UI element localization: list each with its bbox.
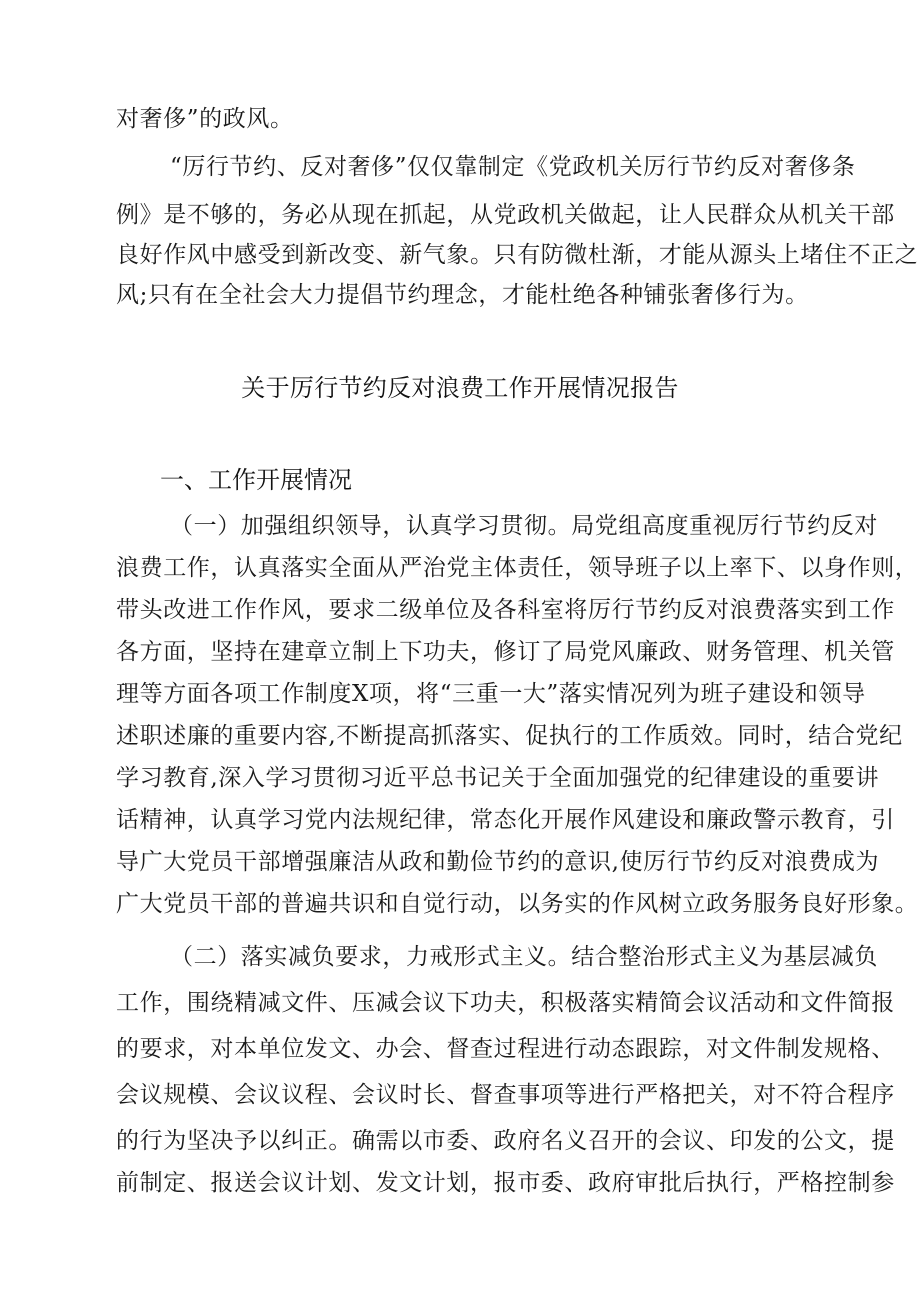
text-line: 各方面，坚持在建章立制上下功夫，修订了局党风廉政、财务管理、机关管 [116, 639, 895, 665]
text-line: 会议规模、会议议程、会议时长、督查事项等进行严格把关，对不符合程序 [116, 1082, 895, 1108]
text-line: （一）加强组织领导，认真学习贯彻。局党组高度重视厉行节约反对 [170, 513, 878, 539]
text-line: 工作，围绕精减文件、压减会议下功夫，积极落实精简会议活动和文件简报 [116, 990, 895, 1016]
text-line: 带头改进工作作风，要求二级单位及各科室将厉行节约反对浪费落实到工作 [116, 597, 895, 623]
text-line: 风;只有在全社会大力提倡节约理念，才能杜绝各种铺张奢侈行为。 [116, 282, 809, 308]
text-line: “厉行节约、反对奢侈”仅仅靠制定《党政机关厉行节约反对奢侈条 [170, 154, 856, 180]
text-line: 对奢侈”的政风。 [116, 106, 294, 132]
text-line: 理等方面各项工作制度X项，将“三重一大”落实情况列为班子建设和领导 [116, 681, 866, 707]
text-line: 述职述廉的重要内容,不断提高抓落实、促执行的工作质效。同时，结合党纪 [116, 723, 903, 749]
text-line: 浪费工作，认真落实全面从严治党主体责任，领导班子以上率下、以身作则， [116, 555, 919, 581]
text-line: 学习教育,深入学习贯彻习近平总书记关于全面加强党的纪律建设的重要讲 [116, 765, 880, 791]
report-title: 关于厉行节约反对浪费工作开展情况报告 [241, 374, 679, 402]
text-line: 良好作风中感受到新改变、新气象。只有防微杜渐，才能从源头上堵住不正之 [116, 242, 919, 268]
text-line: 前制定、报送会议计划、发文计划，报市委、政府审批后执行，严格控制参 [116, 1170, 895, 1196]
text-line: 话精神，认真学习党内法规纪律，常态化开展作风建设和廉政警示教育，引 [116, 807, 895, 833]
section-heading: 一、工作开展情况 [160, 466, 352, 494]
text-line: 的要求，对本单位发文、办会、督查过程进行动态跟踪，对文件制发规格、 [116, 1036, 895, 1062]
text-line: 导广大党员干部增强廉洁从政和勤俭节约的意识,使厉行节约反对浪费成为 [116, 849, 880, 875]
text-line: 广大党员干部的普遍共识和自觉行动，以务实的作风树立政务服务良好形象。 [116, 891, 919, 917]
text-line: 的行为坚决予以纠正。确需以市委、政府名义召开的会议、印发的公文，提 [116, 1128, 895, 1154]
text-line: 例》是不够的，务必从现在抓起，从党政机关做起，让人民群众从机关干部 [116, 202, 895, 228]
text-line: （二）落实减负要求，力戒形式主义。结合整治形式主义为基层减负 [170, 944, 878, 970]
